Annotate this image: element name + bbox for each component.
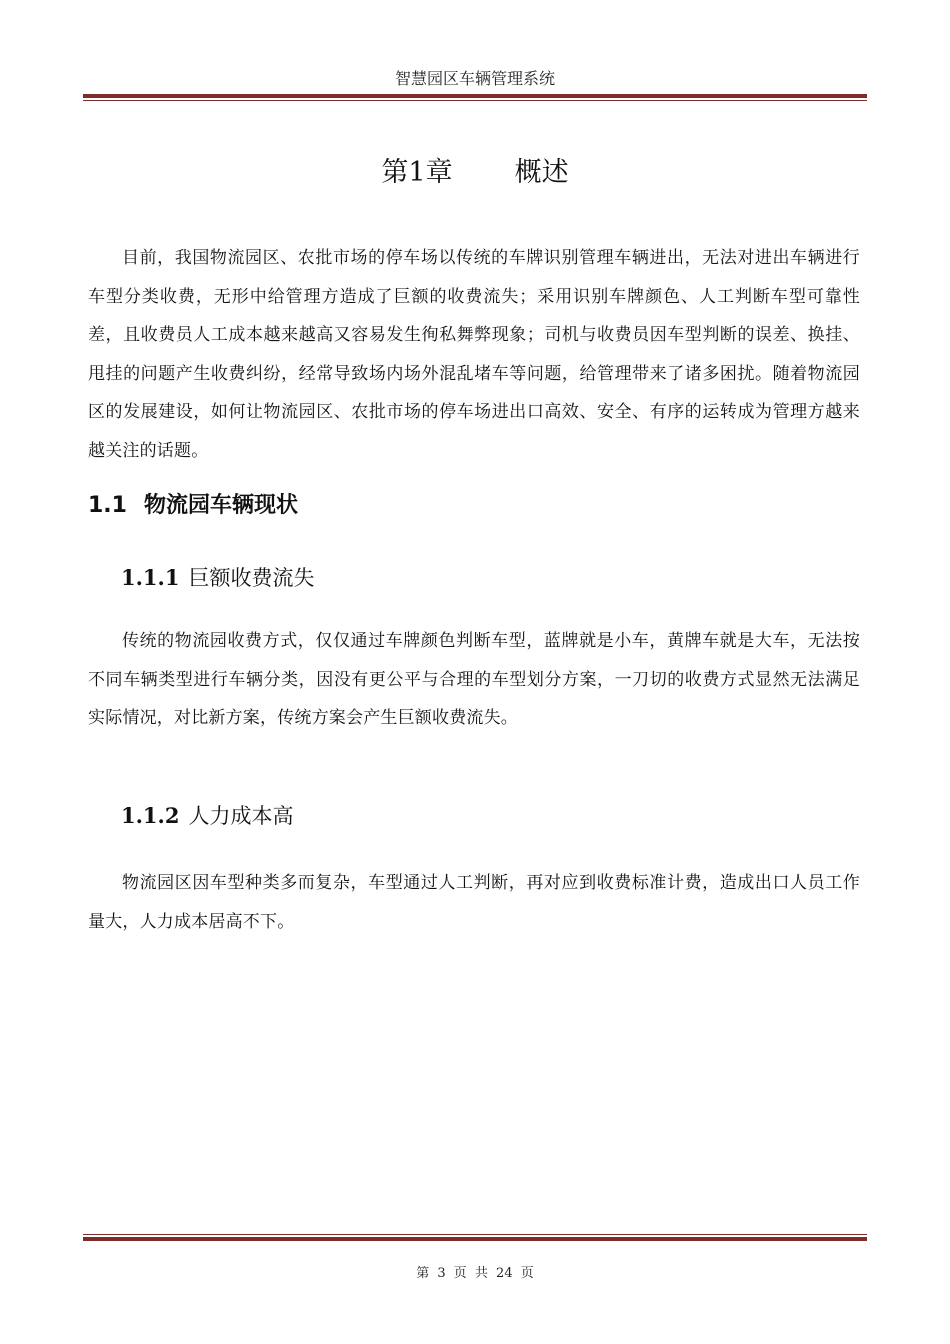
intro-paragraph: 目前，我国物流园区、农批市场的停车场以传统的车牌识别管理车辆进出，无法对进出车辆进行车型分类收费，无形中给管理方造成了巨额的收费流失；采用识别车牌颜色、人工判断车型可靠性差，且收费员人工成本越来越高又容易发生徇私舞弊现象；司机与收费员因车型判断的误差、换挂、甩挂的问题产生收费纠纷，经常导致场内场外混乱堵车等问题，给管理带来了诸多困扰。随着物流园区的发展建设，如何让物流园区、农批市场的停车场进出口高效、安全、有序的运转成为管理方越来越关注的话题。 [88, 248, 860, 461]
section-number: 1.1 [88, 493, 127, 518]
section-title: 物流园车辆现状 [144, 493, 299, 518]
subsection-title: 巨额收费流失 [188, 566, 315, 590]
subsection-number: 1.1.2 [121, 803, 180, 828]
subsection-heading-1-1-1 [121, 562, 314, 592]
subsection-1-1-2-paragraph: 物流园区因车型种类多而复杂，车型通过人工判断，再对应到收费标准计费，造成出口人员工作量大，人力成本居高不下。 [88, 873, 860, 932]
header-rule [83, 94, 867, 101]
chapter-heading [0, 150, 950, 189]
footer-rule [83, 1234, 867, 1241]
footer-rule-thick [83, 1237, 867, 1241]
subsection-1-1-1-paragraph: 传统的物流园收费方式，仅仅通过车牌颜色判断车型，蓝牌就是小车，黄牌车就是大车，无法按不同车辆类型进行车辆分类，因没有更公平与合理的车型划分方案，一刀切的收费方式显然无法满足实际情况，对比新方案，传统方案会产生巨额收费流失。 [88, 631, 860, 728]
footer-rule-thin [83, 1234, 867, 1235]
chapter-title: 概述 [514, 157, 569, 188]
section-heading-1-1 [88, 488, 298, 519]
header-rule-thin [83, 100, 867, 101]
header-title: 智慧园区车辆管理系统 [394, 69, 555, 88]
subsection-number: 1.1.1 [121, 565, 180, 590]
subsection-title: 人力成本高 [188, 804, 294, 828]
subsection-heading-1-1-2 [121, 800, 293, 830]
chapter-number: 第1章 [381, 157, 453, 188]
page-number: 第 3 页 共 24 页 [416, 1266, 534, 1281]
header-rule-thick [83, 94, 867, 98]
